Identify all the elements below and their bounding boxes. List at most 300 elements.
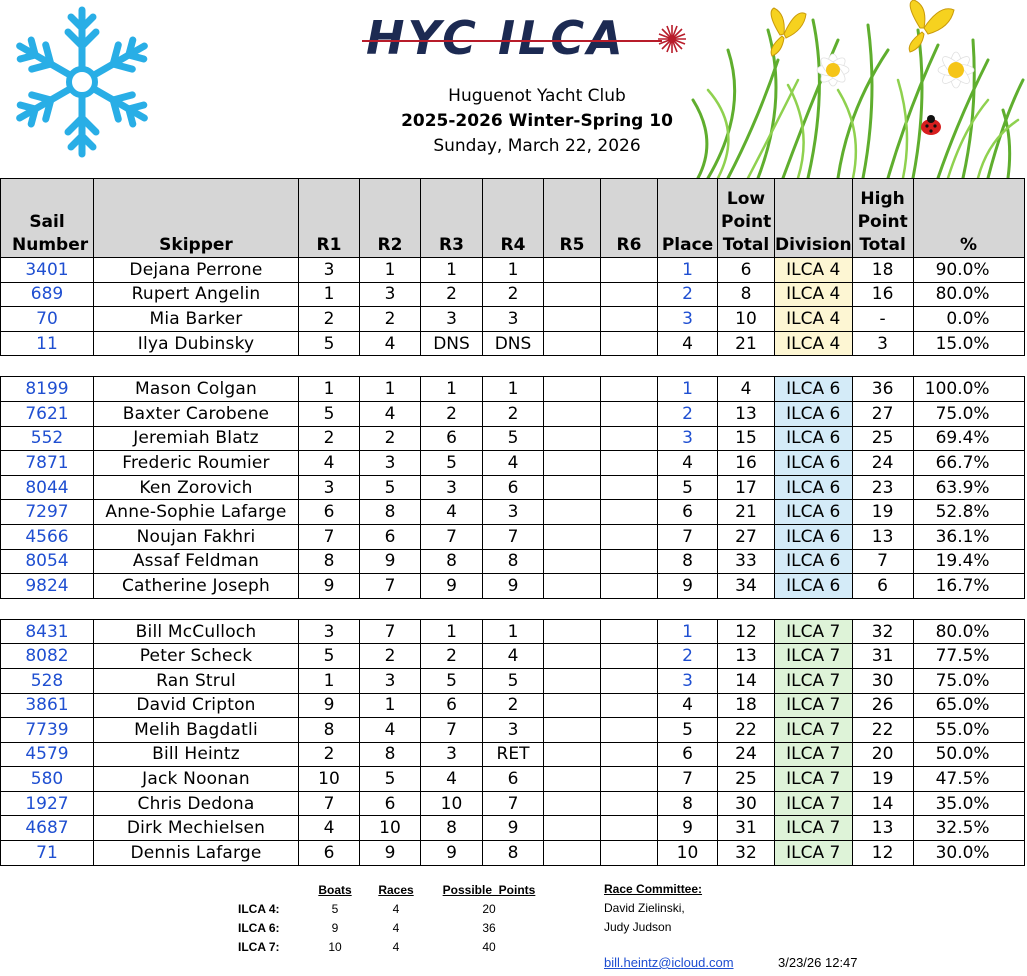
sail-number[interactable]: 7297: [1, 500, 94, 525]
race-1: 5: [299, 401, 360, 426]
race-3: 2: [421, 644, 483, 669]
table-row: [1, 282, 1025, 307]
race-3: 4: [421, 500, 483, 525]
race-6: [601, 791, 658, 816]
race-3: 1: [421, 619, 483, 644]
division: ILCA 7: [775, 718, 853, 743]
group-spacer: [1, 356, 1025, 377]
place: 1: [658, 377, 718, 402]
place: 9: [658, 816, 718, 841]
race-3: 3: [421, 742, 483, 767]
race-4: 5: [483, 668, 544, 693]
race-5: [544, 742, 601, 767]
race-3: 4: [421, 767, 483, 792]
race-5: [544, 644, 601, 669]
race-2: 4: [360, 401, 421, 426]
race-1: 3: [299, 619, 360, 644]
race-1: 2: [299, 426, 360, 451]
division: ILCA 7: [775, 668, 853, 693]
high-point-total: 16: [852, 282, 913, 307]
place: 7: [658, 767, 718, 792]
race-2: 3: [360, 451, 421, 476]
sail-number[interactable]: 689: [1, 282, 94, 307]
race-6: [601, 500, 658, 525]
sail-number[interactable]: 4579: [1, 742, 94, 767]
race-2: 9: [360, 841, 421, 866]
low-point-total: 21: [718, 500, 775, 525]
skipper-name: Jack Noonan: [94, 767, 299, 792]
race-4: 3: [483, 307, 544, 332]
col-r3: R3: [421, 179, 483, 258]
race-committee-title: Race Committee:: [604, 882, 703, 896]
low-point-total: 17: [718, 475, 775, 500]
skipper-name: Chris Dedona: [94, 791, 299, 816]
high-point-total: 3: [852, 331, 913, 356]
percent: 15.0%: [913, 331, 1024, 356]
percent: 65.0%: [913, 693, 1024, 718]
place: 3: [658, 307, 718, 332]
low-point-total: 33: [718, 549, 775, 574]
skipper-name: Noujan Fakhri: [94, 524, 299, 549]
logo-text: HYC ILCA: [366, 14, 626, 62]
table-row: [1, 258, 1025, 283]
low-point-total: 31: [718, 816, 775, 841]
col-percent: %: [913, 179, 1024, 258]
race-5: [544, 816, 601, 841]
division: ILCA 4: [775, 307, 853, 332]
race-3: 9: [421, 841, 483, 866]
sail-number[interactable]: 3401: [1, 258, 94, 283]
percent: 90.0%: [913, 258, 1024, 283]
table-row: [1, 791, 1025, 816]
division: ILCA 6: [775, 574, 853, 599]
sail-number[interactable]: 4687: [1, 816, 94, 841]
race-4: 1: [483, 377, 544, 402]
race-6: [601, 574, 658, 599]
race-6: [601, 426, 658, 451]
table-row: [1, 401, 1025, 426]
race-6: [601, 258, 658, 283]
sail-number[interactable]: 3861: [1, 693, 94, 718]
col-high-point-total: High Point Total: [852, 179, 913, 258]
percent: 69.4%: [913, 426, 1024, 451]
race-4: 8: [483, 841, 544, 866]
summary-row: ILCA 4: 5 4 20: [238, 901, 496, 916]
sail-number[interactable]: 528: [1, 668, 94, 693]
race-2: 8: [360, 500, 421, 525]
sail-number[interactable]: 7739: [1, 718, 94, 743]
col-division: Division: [775, 179, 853, 258]
low-point-total: 4: [718, 377, 775, 402]
race-2: 10: [360, 816, 421, 841]
race-2: 4: [360, 331, 421, 356]
race-5: [544, 791, 601, 816]
low-point-total: 10: [718, 307, 775, 332]
table-row: [1, 619, 1025, 644]
place: 7: [658, 524, 718, 549]
race-2: 5: [360, 767, 421, 792]
percent: 100.0%: [913, 377, 1024, 402]
division: ILCA 7: [775, 693, 853, 718]
race-2: 6: [360, 791, 421, 816]
low-point-total: 14: [718, 668, 775, 693]
race-2: 5: [360, 475, 421, 500]
percent: 75.0%: [913, 668, 1024, 693]
race-6: [601, 742, 658, 767]
col-r1: R1: [299, 179, 360, 258]
race-4: 9: [483, 574, 544, 599]
race-6: [601, 841, 658, 866]
summary-row: ILCA 6: 9 4 36: [238, 920, 496, 935]
table-row: [1, 644, 1025, 669]
race-3: 2: [421, 282, 483, 307]
skipper-name: Mia Barker: [94, 307, 299, 332]
percent: 55.0%: [913, 718, 1024, 743]
percent: 0.0%: [913, 307, 1024, 332]
race-1: 8: [299, 718, 360, 743]
division: ILCA 6: [775, 549, 853, 574]
division: ILCA 7: [775, 767, 853, 792]
low-point-total: 21: [718, 331, 775, 356]
sail-number[interactable]: 1927: [1, 791, 94, 816]
contact-email-link[interactable]: bill.heintz@icloud.com: [604, 955, 734, 970]
butterfly-icon: [771, 8, 806, 56]
high-point-total: 13: [852, 524, 913, 549]
high-point-total: 25: [852, 426, 913, 451]
division: ILCA 6: [775, 475, 853, 500]
race-3: 1: [421, 377, 483, 402]
table-row: [1, 574, 1025, 599]
series-name: 2025-2026 Winter-Spring 10: [401, 111, 673, 131]
report-titles: [380, 84, 694, 159]
race-6: [601, 767, 658, 792]
butterfly-icon: [909, 0, 954, 52]
race-2: 3: [360, 282, 421, 307]
table-row: [1, 377, 1025, 402]
race-4: 3: [483, 718, 544, 743]
percent: 35.0%: [913, 791, 1024, 816]
percent: 66.7%: [913, 451, 1024, 476]
race-3: 3: [421, 307, 483, 332]
race-1: 6: [299, 500, 360, 525]
place: 10: [658, 841, 718, 866]
low-point-total: 13: [718, 644, 775, 669]
col-r6: R6: [601, 179, 658, 258]
skipper-name: Frederic Roumier: [94, 451, 299, 476]
race-4: 6: [483, 767, 544, 792]
race-2: 1: [360, 693, 421, 718]
summary-table: [238, 880, 554, 956]
sail-number[interactable]: 71: [1, 841, 94, 866]
race-5: [544, 258, 601, 283]
race-1: 7: [299, 791, 360, 816]
race-1: 7: [299, 524, 360, 549]
race-2: 2: [360, 426, 421, 451]
high-point-total: 19: [852, 500, 913, 525]
high-point-total: 26: [852, 693, 913, 718]
table-row: [1, 475, 1025, 500]
division: ILCA 4: [775, 258, 853, 283]
division: ILCA 7: [775, 816, 853, 841]
race-1: 6: [299, 841, 360, 866]
race-3: 6: [421, 426, 483, 451]
race-5: [544, 619, 601, 644]
division: ILCA 6: [775, 426, 853, 451]
race-6: [601, 693, 658, 718]
race-1: 9: [299, 574, 360, 599]
race-2: 2: [360, 307, 421, 332]
sail-number[interactable]: 580: [1, 767, 94, 792]
percent: 36.1%: [913, 524, 1024, 549]
low-point-total: 16: [718, 451, 775, 476]
race-2: 7: [360, 619, 421, 644]
high-point-total: 7: [852, 549, 913, 574]
race-1: 1: [299, 377, 360, 402]
skipper-name: Dejana Perrone: [94, 258, 299, 283]
sail-number[interactable]: 8054: [1, 549, 94, 574]
table-row: [1, 718, 1025, 743]
percent: 30.0%: [913, 841, 1024, 866]
race-4: 1: [483, 619, 544, 644]
place: 5: [658, 718, 718, 743]
race-2: 1: [360, 258, 421, 283]
table-row: [1, 500, 1025, 525]
sail-number[interactable]: 8199: [1, 377, 94, 402]
sail-number[interactable]: 9824: [1, 574, 94, 599]
percent: 50.0%: [913, 742, 1024, 767]
race-6: [601, 816, 658, 841]
hyc-ilca-logo: [362, 14, 692, 62]
race-6: [601, 549, 658, 574]
skipper-name: Dennis Lafarge: [94, 841, 299, 866]
race-5: [544, 693, 601, 718]
division: ILCA 7: [775, 791, 853, 816]
place: 6: [658, 742, 718, 767]
table-row: [1, 841, 1025, 866]
race-1: 8: [299, 549, 360, 574]
race-3: DNS: [421, 331, 483, 356]
high-point-total: 32: [852, 619, 913, 644]
race-3: 9: [421, 574, 483, 599]
race-3: 7: [421, 718, 483, 743]
table-row: [1, 426, 1025, 451]
race-2: 2: [360, 644, 421, 669]
daisy-flower: [817, 52, 974, 88]
race-4: 1: [483, 258, 544, 283]
race-3: 6: [421, 693, 483, 718]
summary-header-boats: Boats: [318, 882, 352, 897]
low-point-total: 18: [718, 693, 775, 718]
race-3: 2: [421, 401, 483, 426]
division: ILCA 7: [775, 644, 853, 669]
race-1: 1: [299, 282, 360, 307]
race-4: 2: [483, 693, 544, 718]
ladybug-icon: [921, 115, 941, 135]
race-5: [544, 401, 601, 426]
high-point-total: 27: [852, 401, 913, 426]
sail-number[interactable]: 552: [1, 426, 94, 451]
place: 9: [658, 574, 718, 599]
snowflake-icon: [2, 2, 162, 162]
skipper-name: Peter Scheck: [94, 644, 299, 669]
table-row: [1, 767, 1025, 792]
low-point-total: 24: [718, 742, 775, 767]
race-6: [601, 718, 658, 743]
page-header: [0, 0, 1027, 178]
high-point-total: 12: [852, 841, 913, 866]
skipper-name: Catherine Joseph: [94, 574, 299, 599]
race-6: [601, 524, 658, 549]
race-3: 8: [421, 549, 483, 574]
high-point-total: 20: [852, 742, 913, 767]
col-r5: R5: [544, 179, 601, 258]
race-5: [544, 549, 601, 574]
timestamp: 3/23/26 12:47: [778, 955, 858, 970]
race-2: 4: [360, 718, 421, 743]
race-1: 9: [299, 693, 360, 718]
race-2: 8: [360, 742, 421, 767]
race-3: 1: [421, 258, 483, 283]
high-point-total: 22: [852, 718, 913, 743]
low-point-total: 15: [718, 426, 775, 451]
race-6: [601, 377, 658, 402]
percent: 63.9%: [913, 475, 1024, 500]
skipper-name: Bill Heintz: [94, 742, 299, 767]
sail-number[interactable]: 8431: [1, 619, 94, 644]
race-4: 4: [483, 644, 544, 669]
race-1: 4: [299, 816, 360, 841]
race-2: 3: [360, 668, 421, 693]
place: 3: [658, 668, 718, 693]
race-6: [601, 475, 658, 500]
skipper-name: Anne-Sophie Lafarge: [94, 500, 299, 525]
percent: 16.7%: [913, 574, 1024, 599]
table-row: [1, 693, 1025, 718]
skipper-name: Ken Zorovich: [94, 475, 299, 500]
results-table: [0, 178, 1025, 866]
low-point-total: 8: [718, 282, 775, 307]
race-5: [544, 841, 601, 866]
race-3: 8: [421, 816, 483, 841]
race-committee-member: Judy Judson: [604, 920, 672, 934]
high-point-total: 24: [852, 451, 913, 476]
table-row: [1, 524, 1025, 549]
race-6: [601, 644, 658, 669]
low-point-total: 6: [718, 258, 775, 283]
race-5: [544, 282, 601, 307]
race-4: 7: [483, 791, 544, 816]
division: ILCA 7: [775, 619, 853, 644]
table-header-row: [1, 179, 1025, 258]
percent: 77.5%: [913, 644, 1024, 669]
race-4: 2: [483, 401, 544, 426]
race-committee-member: David Zielinski,: [604, 901, 685, 915]
race-5: [544, 377, 601, 402]
skipper-name: Ilya Dubinsky: [94, 331, 299, 356]
division: ILCA 4: [775, 331, 853, 356]
high-point-total: 19: [852, 767, 913, 792]
race-1: 10: [299, 767, 360, 792]
col-place: Place: [658, 179, 718, 258]
sail-number[interactable]: 70: [1, 307, 94, 332]
skipper-name: Rupert Angelin: [94, 282, 299, 307]
race-1: 3: [299, 258, 360, 283]
low-point-total: 25: [718, 767, 775, 792]
low-point-total: 12: [718, 619, 775, 644]
race-4: 6: [483, 475, 544, 500]
race-5: [544, 307, 601, 332]
low-point-total: 13: [718, 401, 775, 426]
sail-number[interactable]: 8082: [1, 644, 94, 669]
club-name: Huguenot Yacht Club: [448, 86, 626, 106]
race-4: 4: [483, 451, 544, 476]
race-5: [544, 500, 601, 525]
division: ILCA 7: [775, 841, 853, 866]
col-sail-number: Sail Number: [1, 179, 94, 258]
high-point-total: -: [852, 307, 913, 332]
group-spacer: [1, 598, 1025, 619]
race-2: 1: [360, 377, 421, 402]
race-5: [544, 767, 601, 792]
sail-number[interactable]: 11: [1, 331, 94, 356]
place: 1: [658, 619, 718, 644]
place: 1: [658, 258, 718, 283]
skipper-name: Bill McCulloch: [94, 619, 299, 644]
low-point-total: 30: [718, 791, 775, 816]
race-1: 3: [299, 475, 360, 500]
low-point-total: 34: [718, 574, 775, 599]
skipper-name: David Cripton: [94, 693, 299, 718]
race-5: [544, 426, 601, 451]
table-row: [1, 331, 1025, 356]
percent: 80.0%: [913, 282, 1024, 307]
place: 8: [658, 791, 718, 816]
race-6: [601, 451, 658, 476]
division: ILCA 6: [775, 524, 853, 549]
summary-row: ILCA 7: 10 4 40: [238, 939, 496, 954]
sail-number[interactable]: 7871: [1, 451, 94, 476]
table-row: [1, 451, 1025, 476]
table-row: [1, 742, 1025, 767]
col-r2: R2: [360, 179, 421, 258]
col-r4: R4: [483, 179, 544, 258]
table-row: [1, 307, 1025, 332]
spring-flowers-illustration: [688, 0, 1027, 178]
percent: 47.5%: [913, 767, 1024, 792]
race-3: 3: [421, 475, 483, 500]
sail-number[interactable]: 4566: [1, 524, 94, 549]
high-point-total: 18: [852, 258, 913, 283]
col-low-point-total: Low Point Total: [718, 179, 775, 258]
skipper-name: Dirk Mechielsen: [94, 816, 299, 841]
percent: 52.8%: [913, 500, 1024, 525]
high-point-total: 30: [852, 668, 913, 693]
low-point-total: 32: [718, 841, 775, 866]
sail-number[interactable]: 8044: [1, 475, 94, 500]
sail-number[interactable]: 7621: [1, 401, 94, 426]
race-4: 7: [483, 524, 544, 549]
place: 5: [658, 475, 718, 500]
race-1: 4: [299, 451, 360, 476]
race-1: 5: [299, 331, 360, 356]
place: 4: [658, 693, 718, 718]
high-point-total: 13: [852, 816, 913, 841]
skipper-name: Baxter Carobene: [94, 401, 299, 426]
place: 2: [658, 282, 718, 307]
col-skipper: Skipper: [94, 179, 299, 258]
race-3: 5: [421, 668, 483, 693]
race-5: [544, 718, 601, 743]
